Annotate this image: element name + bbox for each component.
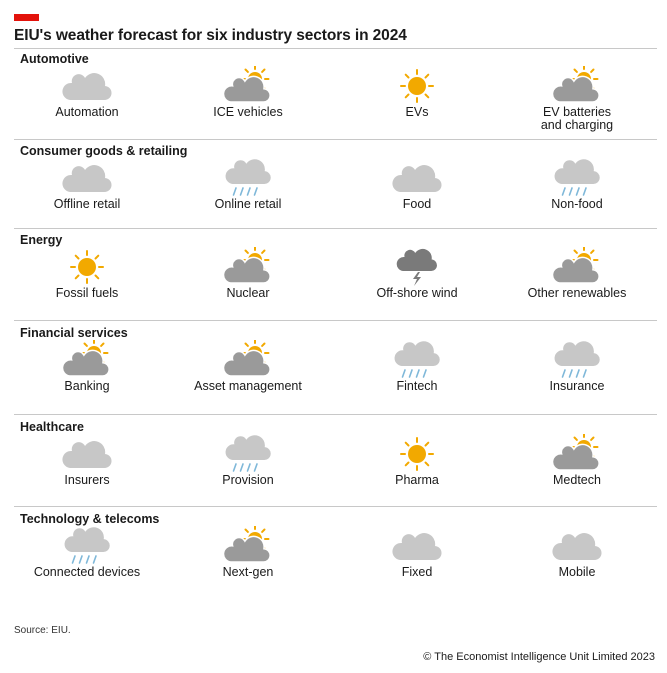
item-label: Off-shore wind bbox=[376, 286, 458, 300]
item-label: Insurance bbox=[549, 379, 605, 393]
sector-heading-automotive: Automotive bbox=[20, 52, 89, 66]
sector-divider bbox=[14, 414, 657, 415]
rain-icon bbox=[552, 340, 602, 380]
partly-cloudy-icon bbox=[552, 434, 602, 474]
sector-heading-financial-services: Financial services bbox=[20, 326, 128, 340]
item-label: Fintech bbox=[396, 379, 438, 393]
partly-cloudy-icon bbox=[62, 340, 112, 380]
storm-icon bbox=[392, 247, 442, 287]
sector-divider bbox=[14, 228, 657, 229]
item-label: Other renewables bbox=[527, 286, 627, 300]
cloudy-icon bbox=[552, 526, 602, 566]
item-label: Online retail bbox=[214, 197, 282, 211]
partly-cloudy-icon bbox=[223, 340, 273, 380]
sector-heading-technology-and-telecoms: Technology & telecoms bbox=[20, 512, 160, 526]
rain-icon bbox=[552, 158, 602, 198]
item-label: Non-food bbox=[551, 197, 603, 211]
item-label: Automation bbox=[55, 105, 119, 119]
cloudy-icon bbox=[62, 158, 112, 198]
sector-divider bbox=[14, 139, 657, 140]
partly-cloudy-icon bbox=[223, 247, 273, 287]
brand-red-bar bbox=[14, 14, 39, 21]
partly-cloudy-icon bbox=[223, 66, 273, 106]
source-note: Source: EIU. bbox=[14, 625, 71, 636]
item-label: Banking bbox=[64, 379, 110, 393]
copyright-credit: © The Economist Intelligence Unit Limited 2023 bbox=[423, 651, 655, 663]
item-label: Fixed bbox=[401, 565, 433, 579]
item-label: Nuclear bbox=[226, 286, 270, 300]
item-label: ICE vehicles bbox=[213, 105, 283, 119]
partly-cloudy-icon bbox=[552, 247, 602, 287]
item-label: Provision bbox=[222, 473, 274, 487]
cloudy-icon bbox=[392, 158, 442, 198]
item-label: Food bbox=[402, 197, 432, 211]
rain-icon bbox=[62, 526, 112, 566]
item-label: Offline retail bbox=[53, 197, 121, 211]
item-label: Asset management bbox=[194, 379, 302, 393]
sector-heading-healthcare: Healthcare bbox=[20, 420, 84, 434]
sector-heading-consumer-goods-and-retailing: Consumer goods & retailing bbox=[20, 144, 188, 158]
cloudy-icon bbox=[62, 434, 112, 474]
item-label: Pharma bbox=[395, 473, 439, 487]
sunny-icon bbox=[62, 247, 112, 287]
partly-cloudy-icon bbox=[223, 526, 273, 566]
cloudy-icon bbox=[392, 526, 442, 566]
sector-heading-energy: Energy bbox=[20, 233, 63, 247]
item-label: EV batteries and charging bbox=[540, 105, 614, 132]
item-label: Connected devices bbox=[33, 565, 141, 579]
item-label: Medtech bbox=[553, 473, 601, 487]
item-label: Next-gen bbox=[222, 565, 274, 579]
sector-divider bbox=[14, 506, 657, 507]
cloudy-icon bbox=[62, 66, 112, 106]
sunny-icon bbox=[392, 434, 442, 474]
partly-cloudy-icon bbox=[552, 66, 602, 106]
chart-title: EIU's weather forecast for six industry sectors in 2024 bbox=[14, 27, 407, 44]
rain-icon bbox=[223, 158, 273, 198]
item-label: Mobile bbox=[558, 565, 596, 579]
sector-divider bbox=[14, 320, 657, 321]
item-label: EVs bbox=[405, 105, 429, 119]
item-label: Fossil fuels bbox=[55, 286, 119, 300]
title-divider bbox=[14, 48, 657, 49]
item-label: Insurers bbox=[64, 473, 110, 487]
sunny-icon bbox=[392, 66, 442, 106]
rain-icon bbox=[223, 434, 273, 474]
rain-icon bbox=[392, 340, 442, 380]
